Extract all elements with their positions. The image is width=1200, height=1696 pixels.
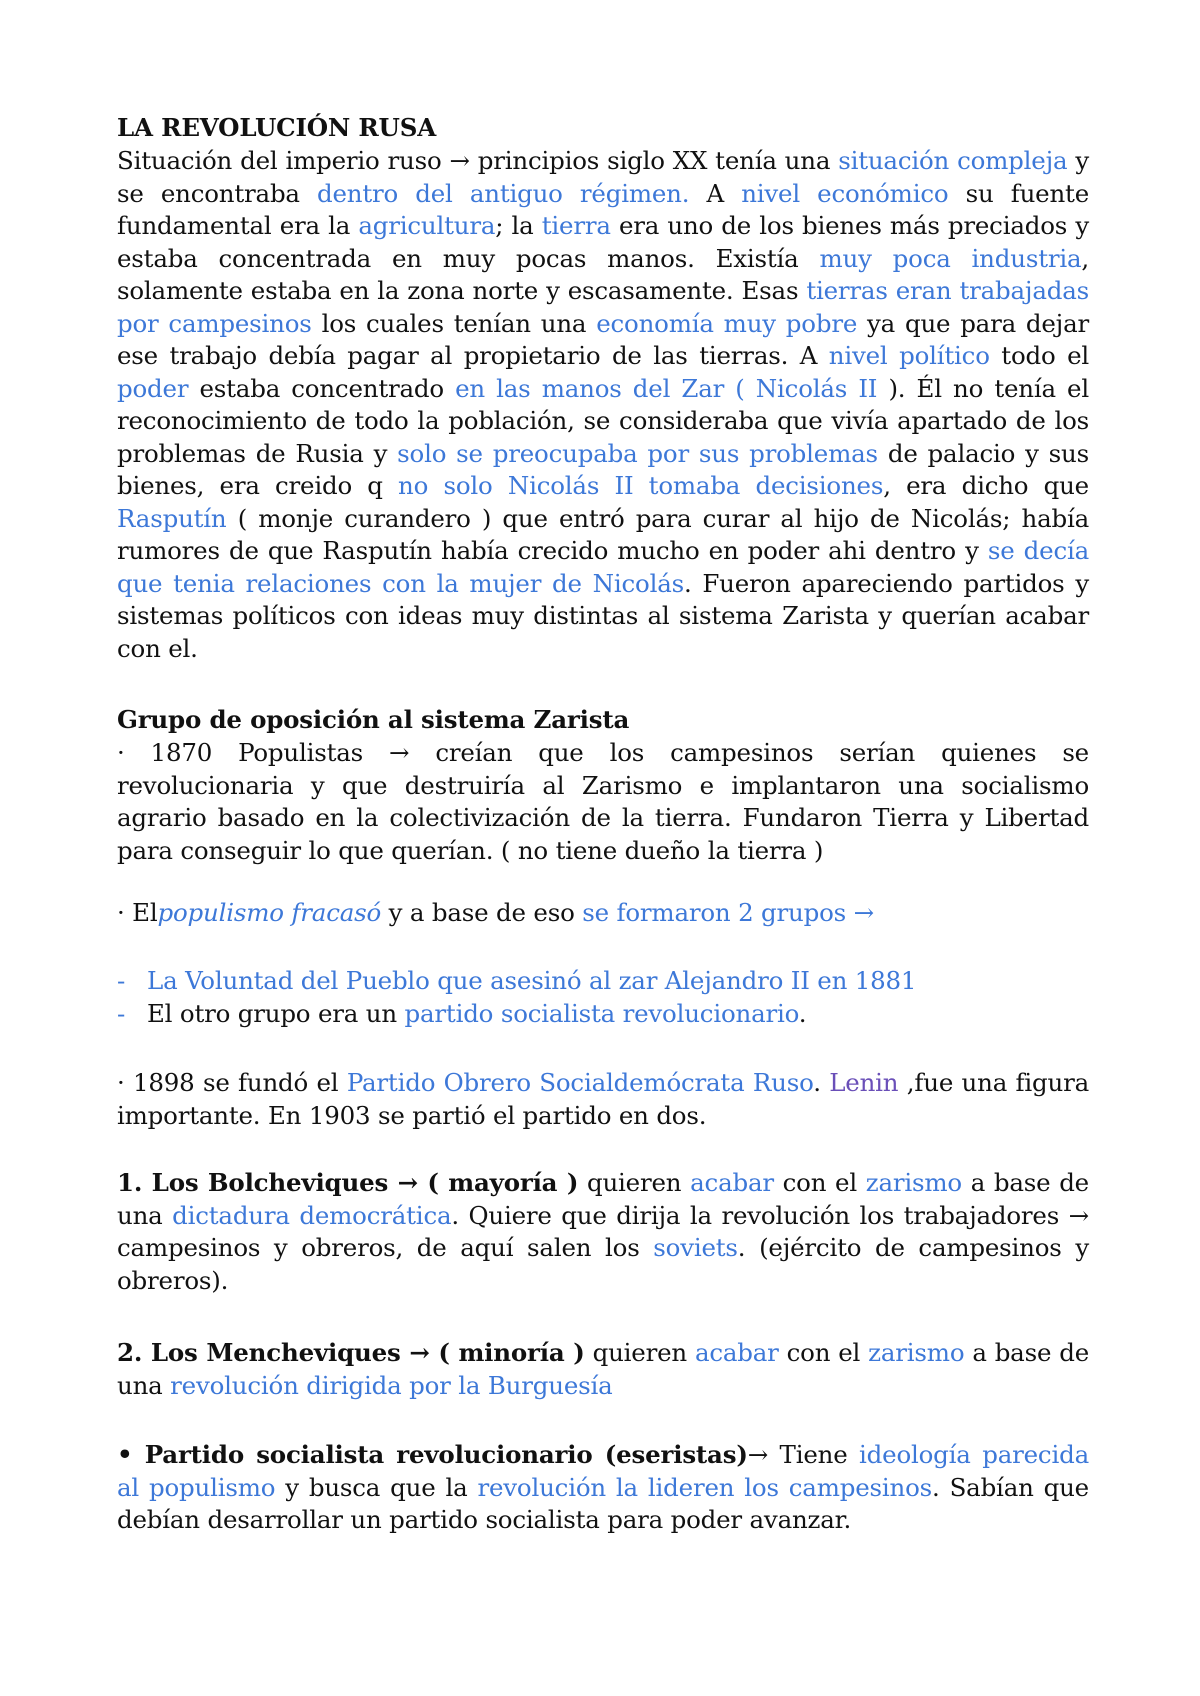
section-heading: Grupo de oposición al sistema Zarista — [117, 705, 630, 734]
list-item: - El otro grupo era un partido socialista revolucionario. — [117, 998, 1089, 1031]
partido-1898-paragraph: · 1898 se fundó el Partido Obrero Socialdemócrata Ruso. Lenin ,fue una figura importante. En 1903 se partió el partido en dos. — [117, 1068, 1089, 1130]
mencheviques-paragraph: 2. Los Mencheviques → ( minoría ) quieren acabar con el zarismo a base de una revolución dirigida por la Burguesía — [117, 1338, 1089, 1400]
document-title: LA REVOLUCIÓN RUSA — [117, 113, 437, 142]
eseristas-paragraph: • Partido socialista revolucionario (eseristas)→ Tiene ideología parecida al populismo y busca que la revolución la lideren los campesinos. Sabían que debían desarrollar un partido socialista para poder avanzar. — [117, 1440, 1089, 1534]
populistas-paragraph: · 1870 Populistas → creían que los campesinos serían quienes se revolucionaria y que destruiría al Zarismo e implantaron una socialismo agrario basado en la colectivización de la tierra. Fundaron Tierra y Libertad para conseguir lo que querían. ( no tiene dueño la tierra ) — [117, 738, 1089, 865]
intro-paragraph: Situación del imperio ruso → principios siglo XX tenía una situación compleja y se encontraba dentro del antiguo régimen. A nivel económico su fuente fundamental era la agricultura; la tierra era uno de los bienes más preciados y estaba concentrada en muy pocas manos. Existía muy poca industria, solamente estaba en la zona norte y escasamente. Esas tierras eran trabajadas por campesinos los cuales tenían una economía muy pobre ya que para dejar ese trabajo debía pagar al propietario de las tierras. A nivel político todo el poder estaba concentrado en las manos del Zar ( Nicolás II ). Él no tenía el reconocimiento de todo la población, se consideraba que vivía apartado de los problemas de Rusia y solo se preocupaba por sus problemas de palacio y sus bienes, era creido q no solo Nicolás II tomaba decisiones, era dicho que Rasputín ( monje curandero ) que entró para curar al hijo de Nicolás; había rumores de que Rasputín había crecido mucho en poder ahi dentro y se decía que tenia relaciones con la mujer de Nicolás. Fueron apareciendo partidos y sistemas políticos con ideas muy distintas al sistema Zarista y querían acabar con el. — [117, 146, 1090, 663]
bolcheviques-paragraph: 1. Los Bolcheviques → ( mayoría ) quieren acabar con el zarismo a base de una dictadura democrática. Quiere que dirija la revolución los trabajadores → campesinos y obreros, de aquí salen los soviets. (ejército de campesinos y obreros). — [117, 1168, 1089, 1295]
fracaso-paragraph: · Elpopulismo fracasó y a base de eso se formaron 2 grupos → — [117, 898, 874, 927]
groups-list — [117, 965, 1089, 1030]
list-item: - La Voluntad del Pueblo que asesinó al zar Alejandro II en 1881 — [117, 965, 1089, 998]
